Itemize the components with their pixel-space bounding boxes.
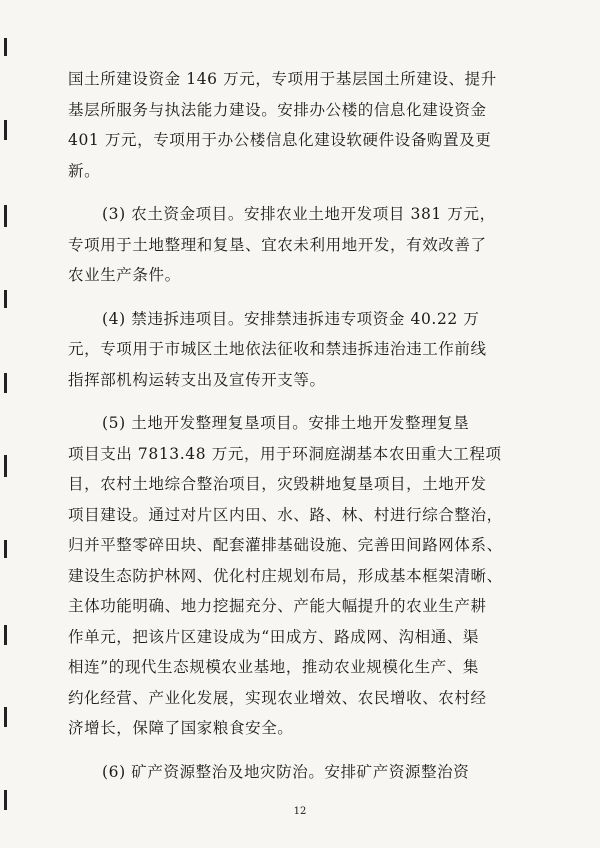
body-text bbox=[68, 64, 538, 787]
text-line: 元，专项用于市城区土地依法征收和禁违拆违治违工作前线 bbox=[68, 340, 487, 358]
text-line: 农业生产条件。 bbox=[68, 266, 181, 284]
text-line: 归并平整零碎田块、配套灌排基础设施、完善田间路网体系、 bbox=[68, 536, 503, 554]
text-line: 济增长，保障了国家粮食安全。 bbox=[68, 719, 294, 737]
scan-binding-mark bbox=[4, 373, 7, 393]
paragraph bbox=[68, 64, 538, 186]
scan-binding-mark bbox=[4, 455, 7, 477]
scan-binding-mark bbox=[4, 120, 7, 140]
paragraph-gap bbox=[68, 395, 538, 408]
scan-binding-mark bbox=[4, 707, 7, 727]
text-line: 基层所服务与执法能力建设。安排办公楼的信息化建设资金 bbox=[68, 100, 487, 119]
text-line: 建设生态防护林网、优化村庄规划布局，形成基本框架清晰、 bbox=[68, 566, 503, 585]
text-line: 主体功能明确、地力挖掘充分、产能大幅提升的农业生产耕 bbox=[68, 597, 487, 615]
text-line: 项目支出 7813.48 万元，用于环洞庭湖基本农田重大工程项 bbox=[68, 444, 502, 463]
scan-binding-mark bbox=[4, 205, 7, 227]
text-line: 约化经营、产业化发展，实现农业增效、农民增收、农村经 bbox=[68, 688, 487, 707]
text-line: (4) 禁违拆违项目。安排禁违拆违专项资金 40.22 万 bbox=[102, 309, 480, 328]
scan-binding-mark bbox=[4, 38, 7, 56]
text-line: 401 万元，专项用于办公楼信息化建设软硬件设备购置及更 bbox=[68, 131, 492, 149]
text-line: 项目建设。通过对片区内田、水、路、林、村进行综合整治， bbox=[68, 505, 503, 524]
paragraph bbox=[68, 199, 538, 291]
scan-binding-mark bbox=[4, 625, 7, 645]
paragraph bbox=[68, 304, 538, 396]
paragraph-gap bbox=[68, 744, 538, 757]
page-number: 12 bbox=[293, 806, 307, 817]
text-line: 专项用于土地整理和复垦、宜农未利用地开发，有效改善了 bbox=[68, 235, 487, 254]
text-line: 指挥部机构运转支出及宣传开支等。 bbox=[68, 370, 326, 389]
text-line: 目，农村土地综合整治项目，灾毁耕地复垦项目，土地开发 bbox=[68, 475, 487, 493]
paragraph bbox=[68, 408, 538, 744]
text-line: (3) 农土资金项目。安排农业土地开发项目 381 万元， bbox=[102, 205, 496, 223]
paragraph-gap bbox=[68, 291, 538, 304]
scan-binding-mark bbox=[4, 540, 7, 558]
text-line: 国土所建设资金 146 万元，专项用于基层国土所建设、提升 bbox=[68, 70, 497, 88]
text-line: 相连”的现代生态规模农业基地，推动农业规模化生产、集 bbox=[68, 658, 480, 676]
paragraph-gap bbox=[68, 186, 538, 199]
text-line: 新。 bbox=[68, 161, 101, 180]
paragraph bbox=[68, 757, 538, 788]
scan-binding-mark bbox=[4, 290, 7, 308]
text-line: (5) 土地开发整理复垦项目。安排土地开发整理复垦 bbox=[102, 414, 470, 432]
text-line: 作单元，把该片区建设成为“田成方、路成网、沟相通、渠 bbox=[68, 627, 480, 646]
text-line: (6) 矿产资源整治及地灾防治。安排矿产资源整治资 bbox=[102, 762, 470, 781]
